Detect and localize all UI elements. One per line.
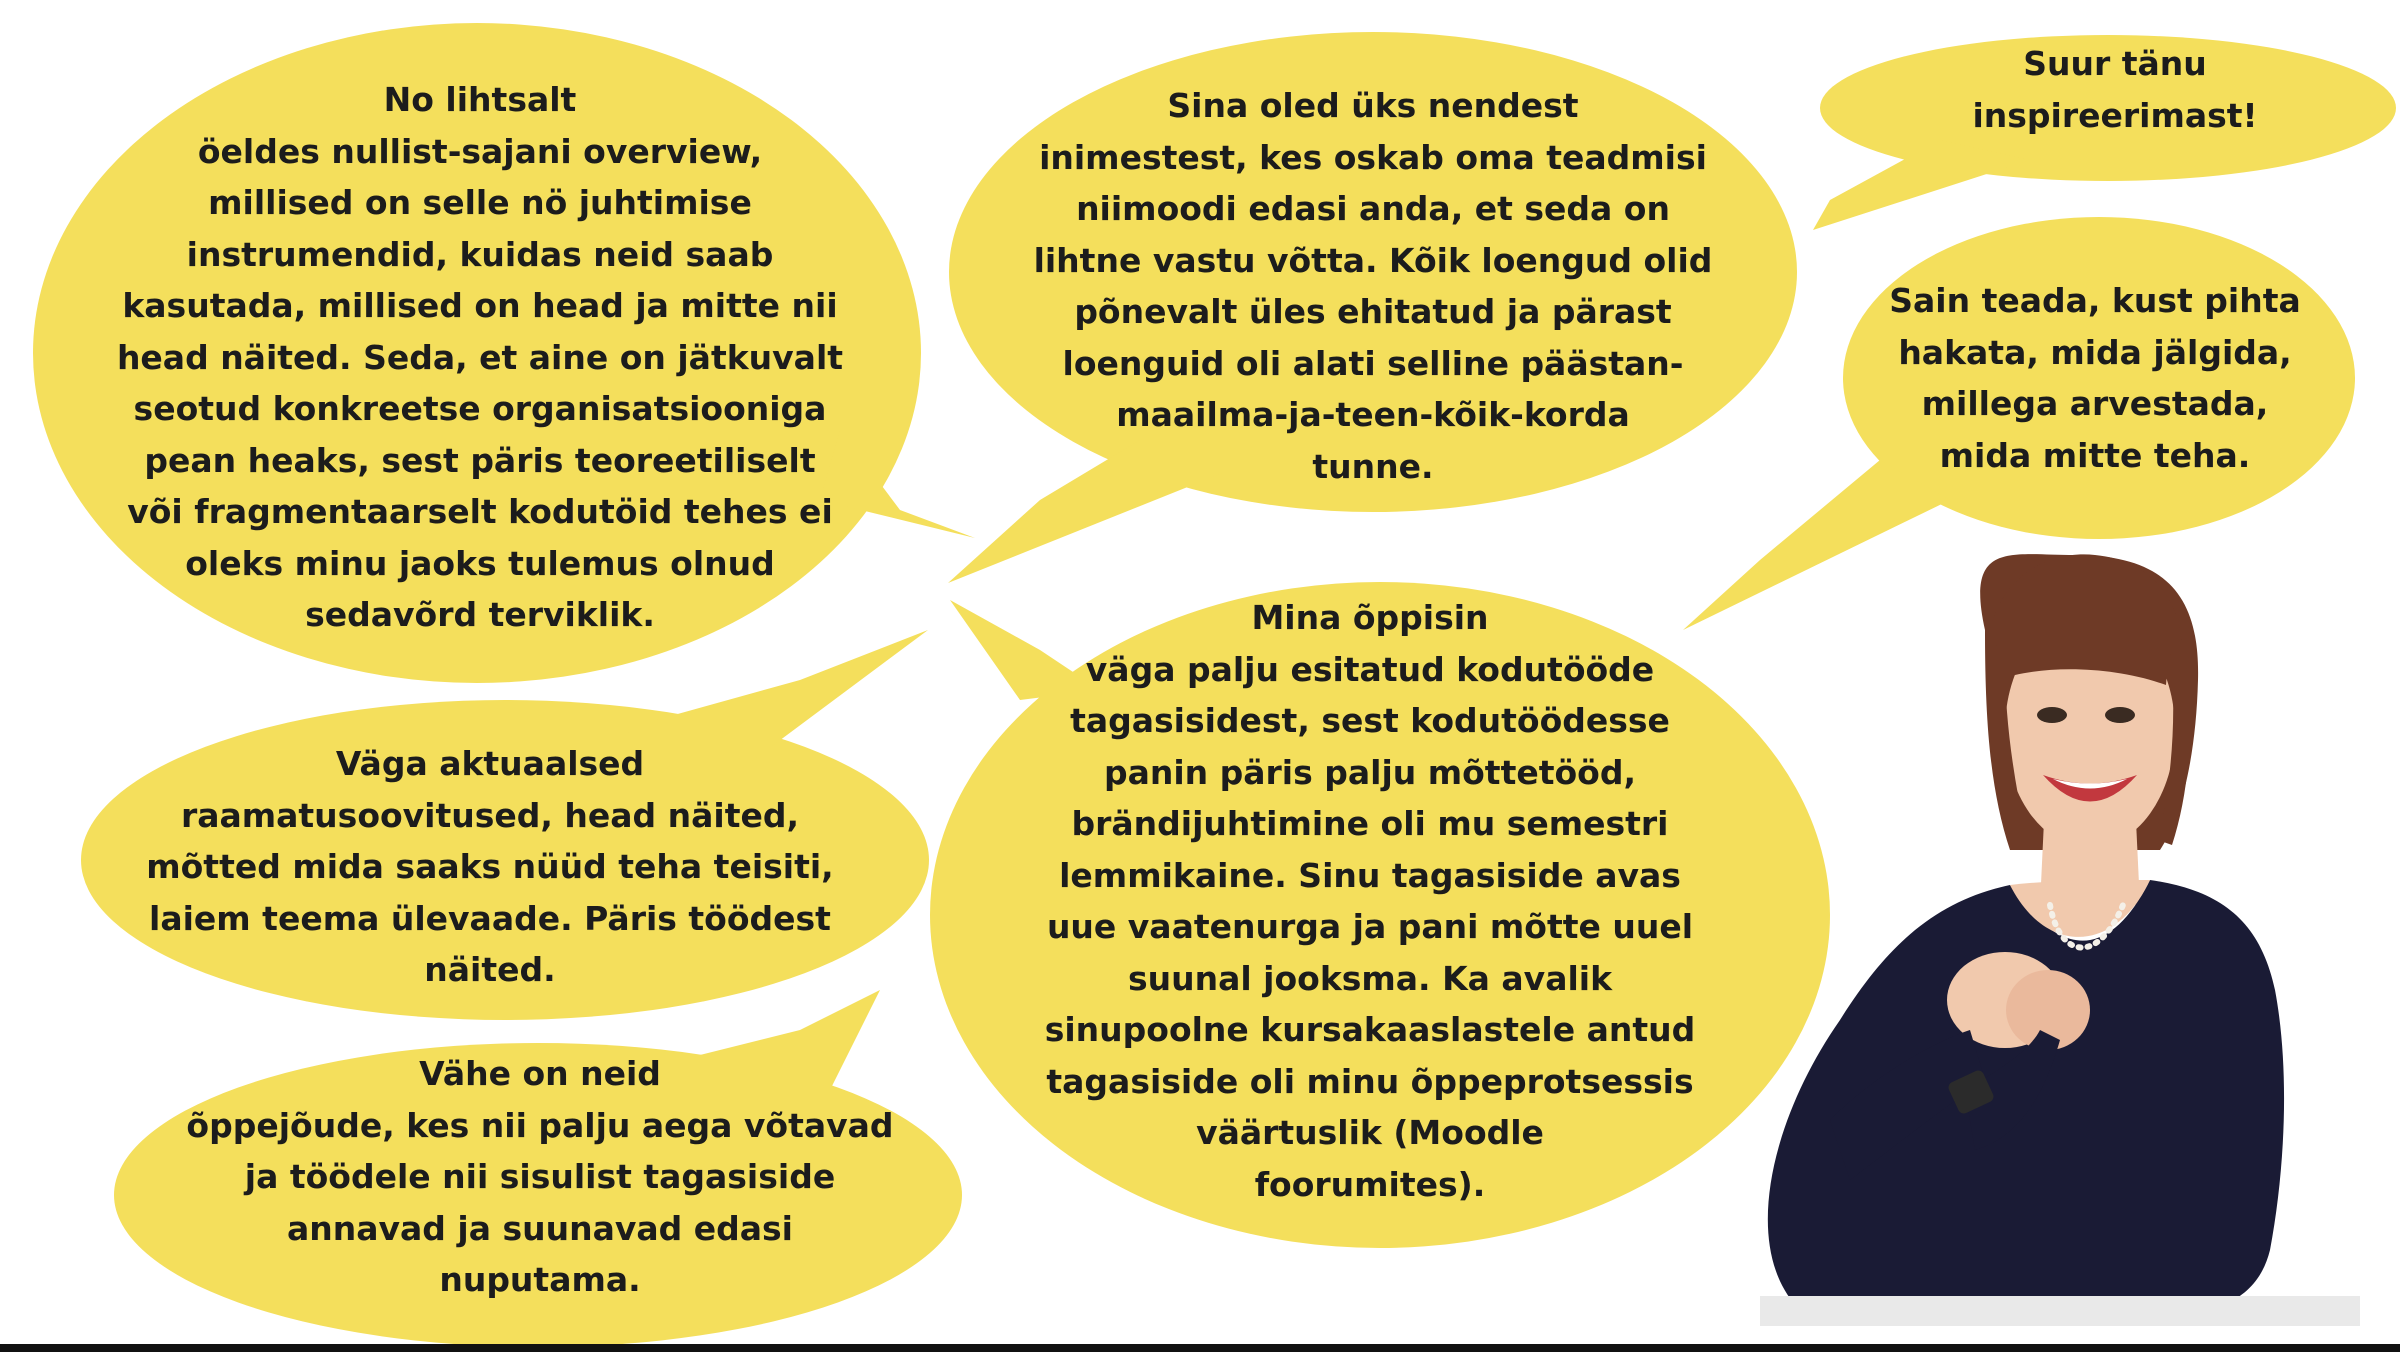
bottom-border (0, 1344, 2400, 1352)
quote-4-text: Sain teada, kust pihta hakata, mida jälgida, millega arvestada, mida mitte teha. (1889, 281, 2301, 475)
quote-6-text: Mina õppisin väga palju esitatud kodutööde tagasisidest, sest kodutöödesse panin päris palju mõttetööd, brändijuhtimine oli mu semestri lemmikaine. Sinu tagasiside avas uue vaatenurga ja pani mõtte uuel suunal jooksma. Ka avalik sinupoolne kursakaaslastele antud tagasiside oli minu õppeprotsessis väärtuslik (Moodle foorumites). (1044, 598, 1696, 1204)
quote-7-text: Vähe on neid õppejõude, kes nii palju aega võtavad ja töödele nii sisulist tagasiside annavad ja suunavad edasi nuputama. (186, 1054, 894, 1299)
quote-2-text: Sina oled üks nendest inimestest, kes oskab oma teadmisi niimoodi edasi anda, et seda on lihtne vastu võtta. Kõik loengud olid põnevalt üles ehitatud ja pärast loenguid oli alati selline päästan- maailma-ja-teen-kõik-korda tunne. (1033, 86, 1713, 486)
quote-1-text: No lihtsalt öeldes nullist-sajani overview, millised on selle nö juhtimise instrumendid, kuidas neid saab kasutada, millised on head ja mitte nii head näited. Seda, et aine on jätkuvalt seotud konkreetse organisatsiooniga pean heaks, sest päris teoreetiliselt või fragmentaarselt kodutöid tehes ei oleks minu jaoks tulemus olnud sedavõrd terviklik. (116, 80, 844, 634)
quote-5-text: Väga aktuaalsed raamatusoovitused, head näited, mõtted mida saaks nüüd teha teisiti, laiem teema ülevaade. Päris töödest näited. (146, 744, 834, 989)
smiling-woman-portrait (1760, 554, 2360, 1326)
quote-3-text: Suur tänu inspireerimast! (1972, 44, 2258, 135)
